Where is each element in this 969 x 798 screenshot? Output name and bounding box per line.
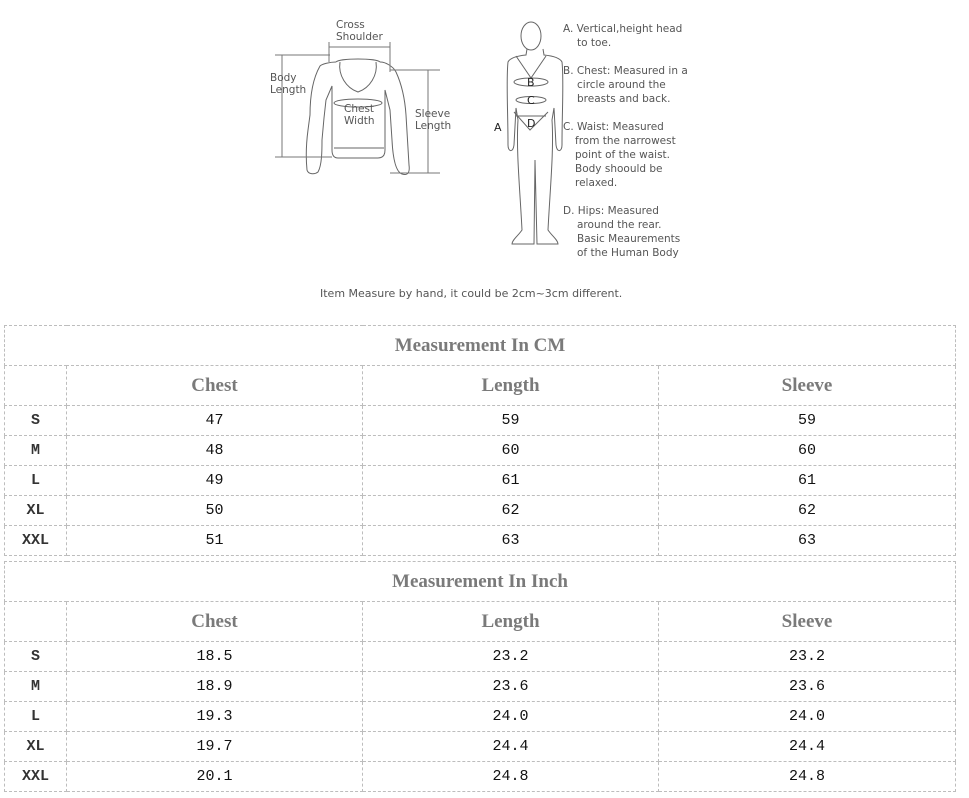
marker-c: C xyxy=(527,94,535,107)
chest-value: 51 xyxy=(67,526,363,556)
chest-value: 47 xyxy=(67,406,363,436)
table-row xyxy=(5,642,956,672)
header-sleeve: Sleeve xyxy=(659,366,956,406)
size-label: XL xyxy=(5,496,67,526)
size-table-inch xyxy=(4,561,956,792)
table-title-row xyxy=(5,562,956,602)
sleeve-value: 60 xyxy=(659,436,956,466)
size-label: L xyxy=(5,466,67,496)
measurement-illustration xyxy=(250,0,710,310)
note-d: D. Hips: Measured around the rear. Basic Meaurements of the Human Body xyxy=(563,205,681,259)
marker-d: D xyxy=(527,117,536,130)
length-value: 24.0 xyxy=(363,702,659,732)
cross-shoulder-label: Cross Shoulder xyxy=(336,19,383,43)
header-chest: Chest xyxy=(67,366,363,406)
sleeve-value: 24.0 xyxy=(659,702,956,732)
body-length-label: Body Length xyxy=(270,72,307,96)
size-label: XXL xyxy=(5,762,67,792)
table-row xyxy=(5,762,956,792)
table-title-row xyxy=(5,326,956,366)
size-table-cm xyxy=(4,325,956,556)
table-row xyxy=(5,526,956,556)
marker-b: B xyxy=(527,76,535,89)
table-header-row xyxy=(5,602,956,642)
sleeve-value: 63 xyxy=(659,526,956,556)
length-value: 62 xyxy=(363,496,659,526)
sleeve-value: 24.8 xyxy=(659,762,956,792)
header-size xyxy=(5,602,67,642)
length-value: 23.6 xyxy=(363,672,659,702)
sleeve-length-label: Sleeve Length xyxy=(415,108,452,132)
chest-value: 48 xyxy=(67,436,363,466)
length-value: 60 xyxy=(363,436,659,466)
table-header-row xyxy=(5,366,956,406)
table-row xyxy=(5,436,956,466)
header-size xyxy=(5,366,67,406)
chest-value: 20.1 xyxy=(67,762,363,792)
body-figure xyxy=(507,22,563,244)
size-label: M xyxy=(5,672,67,702)
length-value: 63 xyxy=(363,526,659,556)
chest-width-label: Chest Width xyxy=(344,103,375,127)
marker-a: A xyxy=(494,121,502,134)
header-sleeve: Sleeve xyxy=(659,602,956,642)
length-value: 61 xyxy=(363,466,659,496)
table-row xyxy=(5,732,956,762)
sleeve-value: 23.2 xyxy=(659,642,956,672)
size-label: S xyxy=(5,642,67,672)
header-length: Length xyxy=(363,602,659,642)
chest-value: 50 xyxy=(67,496,363,526)
sleeve-value: 23.6 xyxy=(659,672,956,702)
sleeve-value: 59 xyxy=(659,406,956,436)
table-title: Measurement In Inch xyxy=(5,562,956,602)
chest-value: 19.7 xyxy=(67,732,363,762)
size-label: L xyxy=(5,702,67,732)
header-length: Length xyxy=(363,366,659,406)
note-b: B. Chest: Measured in a circle around the breasts and back. xyxy=(563,65,688,105)
chest-value: 49 xyxy=(67,466,363,496)
sleeve-value: 24.4 xyxy=(659,732,956,762)
table-title: Measurement In CM xyxy=(5,326,956,366)
sleeve-value: 62 xyxy=(659,496,956,526)
size-label: XL xyxy=(5,732,67,762)
length-value: 59 xyxy=(363,406,659,436)
length-value: 24.8 xyxy=(363,762,659,792)
table-row xyxy=(5,496,956,526)
sleeve-value: 61 xyxy=(659,466,956,496)
size-label: XXL xyxy=(5,526,67,556)
size-label: M xyxy=(5,436,67,466)
note-a: A. Vertical,height head to toe. xyxy=(563,23,683,49)
size-label: S xyxy=(5,406,67,436)
header-chest: Chest xyxy=(67,602,363,642)
table-row xyxy=(5,466,956,496)
table-row xyxy=(5,406,956,436)
length-value: 24.4 xyxy=(363,732,659,762)
measure-caption: Item Measure by hand, it could be 2cm~3cm different. xyxy=(320,287,623,300)
chest-value: 19.3 xyxy=(67,702,363,732)
table-row xyxy=(5,672,956,702)
chest-value: 18.9 xyxy=(67,672,363,702)
note-c: C. Waist: Measured from the narrowest point of the waist. Body shoould be relaxed. xyxy=(563,121,676,189)
length-value: 23.2 xyxy=(363,642,659,672)
table-row xyxy=(5,702,956,732)
chest-value: 18.5 xyxy=(67,642,363,672)
